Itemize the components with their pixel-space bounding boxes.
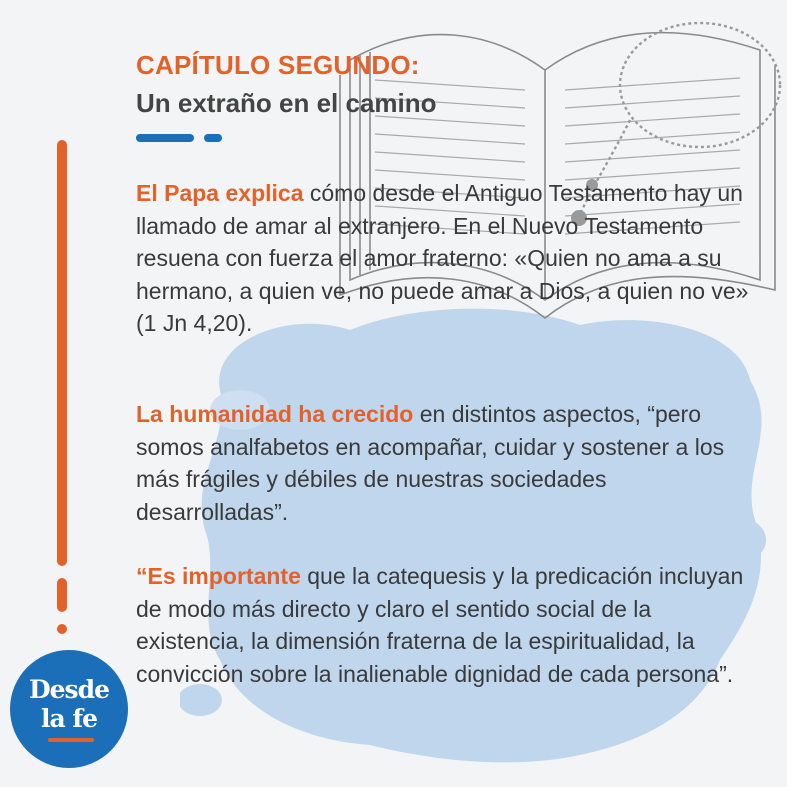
paragraph-highlight: El Papa explica — [136, 180, 304, 206]
paragraph-humanidad — [136, 398, 756, 528]
paragraph-highlight: La humanidad ha crecido — [136, 401, 414, 427]
decorative-dot — [204, 134, 222, 142]
logo-underline — [48, 738, 94, 742]
chapter-subtitle: Un extraño en el camino — [136, 88, 437, 118]
vertical-accent-segment — [57, 578, 67, 612]
vertical-accent-line — [57, 140, 67, 566]
logo-line-1: Desde — [28, 675, 110, 704]
paragraph-papa-explica — [136, 177, 756, 340]
chapter-title: CAPÍTULO SEGUNDO: — [136, 50, 420, 80]
paragraph-es-importante — [136, 560, 756, 690]
paragraph-text: cómo desde el Antiguo Testamento hay un llamado de amar al extranjero. En el Nuevo Testamento resuena con fuerza el amor fraterno: «Quien no ama a su hermano, a quien ve, no puede amar a Dios, a quien no ve» (1 Jn 4,20). — [136, 180, 749, 336]
decorative-dash — [136, 134, 194, 142]
paragraph-text: que la catequesis y la predicación incluyan de modo más directo y claro el sentido social de la existencia, la dimensión fraterna de la espiritualidad, la convicción sobre la inalienable dignidad de cada persona”. — [136, 563, 744, 687]
logo-line-2: la fe — [40, 704, 98, 733]
paragraph-highlight: “Es importante — [136, 563, 301, 589]
vertical-accent-dot — [57, 624, 67, 634]
paragraph-text: en distintos aspectos, “pero somos analfabetos en acompañar, cuidar y sostener a los más frágiles y débiles de nuestras sociedades desarrolladas”. — [136, 401, 725, 525]
desde-la-fe-logo — [10, 650, 128, 768]
blue-paint-splash — [180, 300, 780, 770]
